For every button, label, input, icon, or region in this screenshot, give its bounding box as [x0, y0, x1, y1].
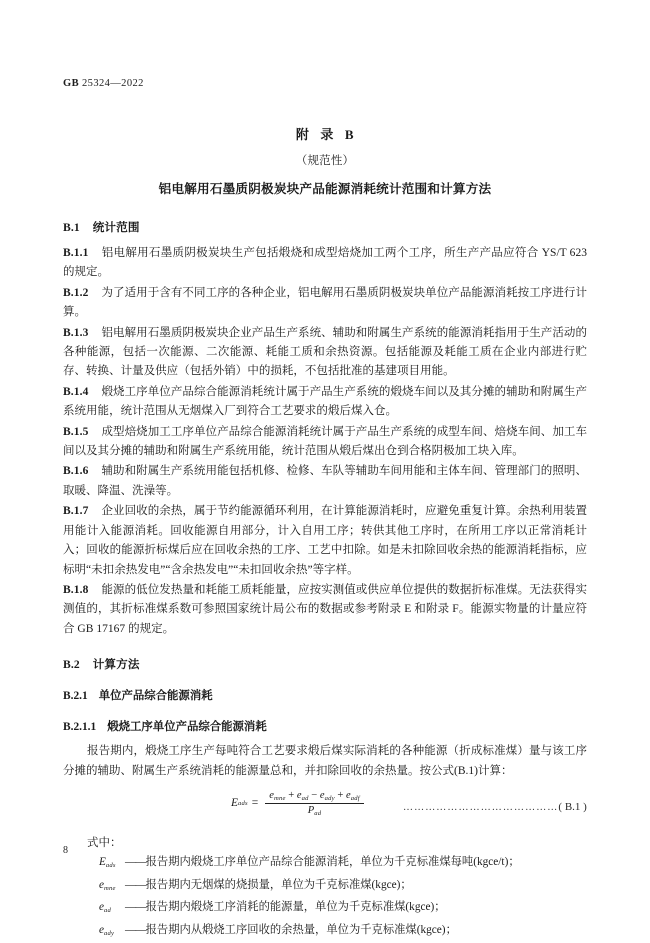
clause-b1-7: [63, 502, 587, 580]
annex-label-letter: B: [344, 127, 355, 142]
numer-term-3-symbol: e: [346, 789, 351, 801]
clause-b1-4-text: 煅烧工序单位产品综合能源消耗统计属于产品生产系统的煅烧车间以及其分摊的辅助和附属生产系统用能，统计范围从无烟煤入厂到符合工艺要求的煅后煤入仓。: [63, 385, 587, 418]
definition-dash: ——: [125, 923, 146, 936]
clause-b1-2-text: 为了适用于含有不同工序的各种企业，铝电解用石墨质阴极炭块单位产品能源消耗按工序进行计算。: [63, 286, 587, 319]
denom-subscript: ad: [314, 809, 322, 817]
heading-b2-1-title: 单位产品综合能源消耗: [98, 690, 213, 703]
definition-symbol: [99, 853, 125, 876]
symbol-definition-list: [63, 853, 587, 943]
heading-b2-number: B.2: [63, 658, 80, 672]
numer-term-3-sub: adf: [350, 794, 360, 802]
standard-number: 25324—2022: [82, 78, 144, 89]
definition-text: 报告期内从煅烧工序回收的余热量，单位为千克标准煤(kgce)；: [145, 923, 457, 936]
formula-b1: [63, 790, 587, 828]
clause-b1-5-text: 成型焙烧加工工序单位产品综合能源消耗统计属于产品生产系统的成型车间、焙烧车间、加工车间以及其分摊的辅助和附属生产系统用能，统计范围从煅后煤出仓到合格阴极加工块入库。: [63, 425, 587, 458]
annex-label-middle: 录: [320, 127, 334, 142]
clause-b1-8-label: B.1.8: [63, 583, 89, 596]
clause-b1-6: [63, 462, 587, 501]
clause-b1-2-label: B.1.2: [63, 286, 89, 299]
clause-b1-2: [63, 284, 587, 323]
clause-b1-7-label: B.1.7: [63, 505, 89, 518]
clause-b1-6-label: B.1.6: [63, 465, 89, 478]
numer-term-0-sub: mne: [274, 794, 286, 802]
numer-term-1-symbol: e: [296, 789, 302, 801]
clause-b1-1: [63, 244, 587, 283]
body-column: [63, 124, 587, 943]
formula-numerator: [265, 790, 363, 803]
denom-symbol: P: [307, 804, 315, 816]
definition-symbol-base: E: [99, 855, 106, 868]
numer-term-1-op: +: [288, 789, 295, 801]
definition-symbol-subscript: mne: [104, 884, 116, 892]
definition-row: [63, 853, 587, 876]
clause-b1-3: [63, 324, 587, 382]
definition-symbol-base: e: [99, 878, 105, 891]
definition-symbol-subscript: ady: [104, 929, 115, 937]
definition-dash: ——: [125, 901, 146, 914]
clause-b1-1-text: 铝电解用石墨质阴极炭块生产包括煅烧和成型焙烧加工两个工序，所生产产品应符合 YS/T 623 的规定。: [63, 247, 587, 279]
clause-b2-1-1-paragraph: 报告期内，煅烧工序生产每吨符合工艺要求煅后煤实际消耗的各种能源（折成标准煤）量与该工序分摊的辅助、附属生产系统消耗的能源量总和，并扣除回收的余热量。按公式(B.1)计算：: [63, 745, 587, 777]
definition-symbol: [99, 921, 125, 943]
clause-b1-8: [63, 581, 587, 639]
formula-denominator: [304, 804, 325, 817]
heading-b1-number: B.1: [63, 221, 80, 234]
numer-term-1-sub: ad: [301, 794, 309, 802]
annex-heading: [63, 124, 587, 143]
definition-row: [63, 876, 587, 899]
running-header: [63, 78, 144, 89]
definition-symbol-subscript: ads: [105, 861, 116, 869]
heading-b1-title: 统计范围: [92, 221, 140, 234]
numer-term-2-symbol: e: [319, 789, 325, 801]
definition-row: [63, 921, 587, 943]
heading-b2-1: [63, 687, 587, 703]
clause-b1-1-label: B.1.1: [63, 247, 89, 259]
clause-b1-4-label: B.1.4: [63, 385, 89, 398]
numer-term-2-sub: ady: [324, 794, 335, 802]
equation-number: ( B.1 ): [558, 800, 587, 813]
clause-b1-4: [63, 383, 587, 422]
formula-lhs-subscript: ads: [238, 799, 248, 807]
formula-equals: =: [251, 797, 259, 810]
definition-symbol-base: e: [99, 923, 105, 936]
definition-text: 报告期内无烟煤的烧损量，单位为千克标准煤(kgce)；: [145, 878, 412, 891]
clause-b1-8-text: 能源的低位发热量和耗能工质耗能量，应按实测值或供应单位提供的数据折标准煤。无法获得实测值的，其折标准煤系数可参照国家统计局公布的数据或参考附录 E 和附录 F。能源实物量的计量应符合 GB 17167 的规定。: [63, 583, 587, 635]
equation-number-row: [403, 801, 587, 813]
standard-code: GB: [63, 78, 79, 89]
heading-b2-1-1: [63, 718, 587, 734]
definition-dash: ——: [125, 878, 146, 891]
clause-b1-6-text: 辅助和附属生产系统用能包括机修、检修、车队等辅助车间用能和主体车间、管理部门的照明、取暖、降温、洗澡等。: [63, 465, 587, 497]
formula-expression: [231, 790, 364, 817]
annex-label-prefix: 附: [295, 127, 310, 142]
definition-text: 报告期内煅烧工序消耗的能源量，单位为千克标准煤(kgce)；: [145, 901, 446, 914]
heading-b2: [63, 656, 587, 672]
definition-symbol: [99, 898, 125, 921]
clause-b1-7-text: 企业回收的余热，属于节约能源循环利用，在计算能源消耗时，应避免重复计算。余热利用装置用能计入能源消耗。回收能源自用部分，计入自用工序；转供其他工序时，在所用工序以正常消耗计入；回收的能源折标煤后应在回收余热的工序、工艺中扣除。如是未扣除回收余热的能源消耗指标，应标明“未扣余热发电”“含余热发电”“未扣回收余热”等字样。: [63, 505, 587, 576]
numer-term-2-op: −: [311, 789, 318, 801]
numer-term-3-op: +: [337, 789, 344, 801]
definition-symbol-base: e: [99, 901, 105, 914]
page-number: 8: [63, 845, 68, 856]
clause-b1-3-label: B.1.3: [63, 326, 89, 339]
definition-symbol: [99, 876, 125, 899]
definition-symbol-subscript: ad: [104, 907, 112, 915]
clause-b1-5: [63, 423, 587, 462]
numer-term-0-symbol: e: [269, 789, 274, 801]
where-label: 式中：: [87, 836, 122, 849]
formula-lhs-symbol: E: [231, 797, 239, 810]
clause-b1-3-text: 铝电解用石墨质阴极炭块企业产品生产系统、辅助和附属生产系统的能源消耗指用于生产活动的各种能源，包括一次能源、二次能源、耗能工质和余热资源。包括能源及耗能工质在企业内部进行贮存、转换、计量及供应（包括外销）中的损耗，不包括批准的基建项目用能。: [63, 326, 587, 378]
equation-leader: ……………………………………: [403, 801, 559, 813]
formula-fraction: [265, 790, 363, 817]
heading-b2-1-1-number: B.2.1.1: [63, 721, 97, 734]
heading-b2-1-number: B.2.1: [63, 690, 88, 703]
definition-dash: ——: [125, 855, 146, 868]
annex-title: 铝电解用石墨质阴极炭块产品能源消耗统计范围和计算方法: [158, 182, 492, 196]
heading-b2-1-1-title: 煅烧工序单位产品综合能源消耗: [107, 721, 267, 734]
clause-b1-5-label: B.1.5: [63, 425, 89, 438]
definition-text: 报告期内煅烧工序单位产品综合能源消耗，单位为千克标准煤每吨(kgce/t)；: [145, 855, 520, 868]
annex-nature: （规范性）: [295, 155, 355, 167]
definition-row: [63, 898, 587, 921]
heading-b1: [63, 219, 587, 235]
heading-b2-title: 计算方法: [92, 658, 140, 672]
